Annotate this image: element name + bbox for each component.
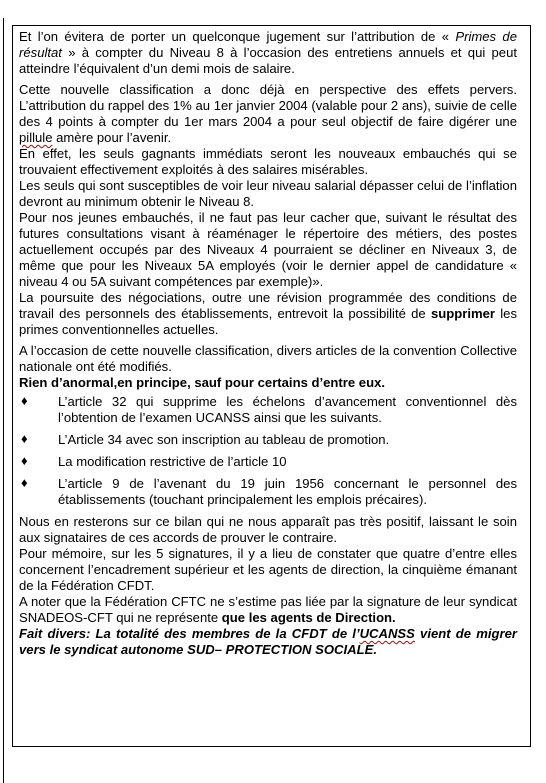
primes-de-resultat-italic: Primes de résultat	[19, 29, 517, 60]
supprimer-bold: supprimer	[430, 306, 495, 321]
diamond-bullet-icon: ♦	[21, 431, 28, 446]
paragraph-fait-divers: Fait divers: La totalité des membres de la CFDT de l’UCANSS vient de migrer vers le syndicat autonome SUD– PROTECTION SOCIALE.	[19, 626, 517, 657]
articles-list	[19, 394, 517, 508]
agents-direction-bold: que les agents de Direction.	[221, 610, 396, 625]
paragraph-signatures: Pour mémoire, sur les 5 signatures, il y a lieu de constater que quatre d’entre elles concernent l’encadrement supérieur et les agents de direction, la cinquième émanant de la Fédération CFDT.	[19, 546, 517, 593]
paragraph-effets-pervers: Cette nouvelle classification a donc déjà en perspective des effets pervers. L’attribution du rappel des 1% au 1er janvier 2004 (valable pour 2 ans), suivie de celle des 4 points à compter du 1er mars 2004 a pour seul objectif de faire digérer une pillule amère pour l’avenir.	[19, 82, 517, 145]
paragraph-niveau-8: Les seuls qui sont susceptibles de voir leur niveau salarial dépasser celui de l’inflation devront au minimum obtenir le Niveau 8.	[19, 178, 517, 209]
diamond-bullet-icon: ♦	[21, 475, 28, 490]
list-item: ♦ La modification restrictive de l’article 10	[21, 453, 287, 469]
diamond-bullet-icon: ♦	[21, 393, 28, 408]
paragraph-gagnants: En effet, les seuls gagnants immédiats seront les nouveaux embauchés qui se trouvaient effectivement exploités à des salaires misérables.	[19, 146, 517, 177]
paragraph-negociations: La poursuite des négociations, outre une révision programmée des conditions de travail des personnels des établissements, entrevoit la possibilité de supprimer les primes conventionnelles actuelles.	[19, 290, 517, 337]
left-margin-rule	[3, 18, 4, 783]
paragraph-primes: Et l’on évitera de porter un quelconque jugement sur l’attribution de « Primes de résultat » à compter du Niveau 8 à l’occasion des entretiens annuels et qui peut atteindre l’équivalent d’un demi mois de salaire.	[19, 29, 517, 76]
diamond-bullet-icon: ♦	[21, 453, 28, 468]
list-item: ♦ L’article 9 de l’avenant du 19 juin 1956 concernant le personnel des établissements (touchant principalement les emplois précaires).	[21, 475, 517, 507]
paragraph-cftc: A noter que la Fédération CFTC ne s’estime pas liée par la signature de leur syndicat SNADEOS-CFT qui ne représente que les agents de Direction.	[19, 594, 517, 625]
paragraph-convention: A l’occasion de cette nouvelle classification, divers articles de la convention Collective nationale ont été modifiés.	[19, 343, 517, 374]
spellcheck-word: UCANSS	[359, 626, 415, 641]
paragraph-bilan: Nous en resterons sur ce bilan qui ne nous apparaît pas très positif, laissant le soin aux signataires de ces accords de prouver le contraire.	[19, 514, 517, 545]
spellcheck-word: pillule	[19, 130, 53, 145]
paragraph-jeunes-embauches: Pour nos jeunes embauchés, il ne faut pas leur cacher que, suivant le résultat des futures consultations visant à réaménager le répertoire des métiers, des postes actuellement occupés par des Niveaux 4 pourraient se décliner en Niveaux 3, de même que pour les Niveaux 5A employés (voir le dernier appel de candidature « niveau 4 ou 5A suivant compétences par exemple)».	[19, 210, 517, 289]
list-item: ♦ L’Article 34 avec son inscription au tableau de promotion.	[21, 431, 390, 447]
paragraph-rien-anormal: Rien d’anormal,en principe, sauf pour certains d’entre eux.	[19, 375, 385, 390]
list-item: ♦ L’article 32 qui supprime les échelons d’avancement conventionnel dès l’obtention de l’examen UCANSS ainsi que les suivants.	[21, 393, 517, 425]
document-body	[19, 29, 517, 658]
